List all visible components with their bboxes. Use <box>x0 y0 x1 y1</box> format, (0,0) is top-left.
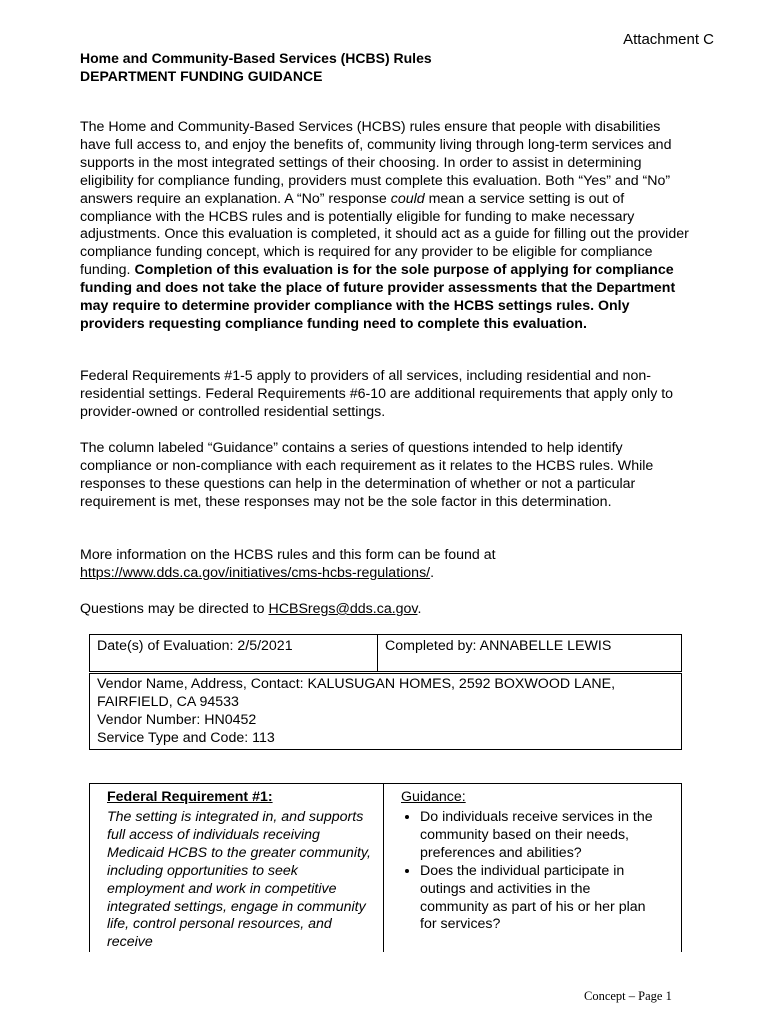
email-link[interactable]: HCBSregs@dds.ca.gov <box>268 601 418 617</box>
questions-period: . <box>417 601 422 617</box>
document-header <box>80 49 432 85</box>
hcbs-regulations-link[interactable]: https://www.dds.ca.gov/initiatives/cms-hcbs-regulations/ <box>80 564 431 581</box>
guidance-cell <box>384 784 681 952</box>
requirement-title: Federal Requirement #1: <box>107 789 273 805</box>
vendor-number: Vendor Number: HN0452 <box>97 711 257 728</box>
intro-bold: Completion of this evaluation is for the sole purpose of applying for compliance funding and does not take the place of future provider assessments that the Department may require to determine provider compliance with the HCBS settings rules. Only providers requesting compliance funding need to complete this evaluation. <box>80 262 676 332</box>
service-type: Service Type and Code: 113 <box>97 729 275 746</box>
guidance-list <box>401 809 660 934</box>
header-subtitle: DEPARTMENT FUNDING GUIDANCE <box>80 68 323 84</box>
attachment-label: Attachment C <box>623 31 714 48</box>
guidance-title: Guidance: <box>401 789 466 805</box>
guidance-item: • Does the individual participate in outings and activities in the community as part of his or her plan for services? <box>420 863 660 935</box>
intro-paragraph <box>80 119 690 334</box>
requirement-text: The setting is integrated in, and supports full access of individuals receiving Medicaid HCBS to the greater community, including opportunities to seek employment and work in competitive integrated settings, engage in community life, control personal resources, and receive <box>107 809 371 951</box>
evaluation-date: Date(s) of Evaluation: 2/5/2021 <box>97 638 293 654</box>
guidance-item: • Do individuals receive services in the community based on their needs, preferences and abilities? <box>420 809 660 863</box>
completed-by-cell <box>378 635 681 671</box>
more-info-period: . <box>430 564 435 581</box>
vendor-name: Vendor Name, Address, Contact: KALUSUGAN HOMES, 2592 BOXWOOD LANE, FAIRFIELD, CA 94533 <box>97 676 616 710</box>
more-info-paragraph <box>80 547 690 583</box>
page-footer: Concept – Page 1 <box>584 989 672 1003</box>
more-info-text: More information on the HCBS rules and this form can be found at <box>80 547 496 563</box>
intro-text-a: The Home and Community-Based Services (HCBS) rules ensure that people with disabilities have full access to, and enjoy the benefits of, community living through long-term services and supports in the most integrated settings of their choosing. In order to assist in determining eligibility for compliance funding, providers must complete this evaluation. Both “Yes” and “No” answers require an explanation. A “No” response <box>80 119 672 207</box>
intro-italic: could <box>390 190 425 207</box>
evaluation-date-cell <box>90 635 378 671</box>
guidance-paragraph: The column labeled “Guidance” contains a series of questions intended to help identify compliance or non-compliance with each requirement as it relates to the HCBS rules. While responses to these questions can help in the determination of whether or not a particular requirement is met, these responses may not be the sole factor in this determination. <box>80 440 654 510</box>
requirement-table <box>89 783 682 952</box>
federal-requirements-paragraph: Federal Requirements #1-5 apply to providers of all services, including residential and non-residential settings. Federal Requirements #6-10 are additional requirements that apply only to provider-owned or controlled residential settings. <box>80 368 674 420</box>
intro-text-b: mean a service setting is out of compliance with the HCBS rules and is potentially eligible for funding to make necessary adjustments. Once this evaluation is completed, it should act as a guide for filling out the provider compliance funding concept, which is required for any provider to be eligible for compliance funding. <box>80 190 689 279</box>
header-title: Home and Community-Based Services (HCBS) Rules <box>80 50 432 66</box>
requirement-cell <box>90 784 384 952</box>
evaluation-table <box>89 634 682 672</box>
completed-by: Completed by: ANNABELLE LEWIS <box>385 638 612 654</box>
questions-text: Questions may be directed to <box>80 601 269 617</box>
vendor-table <box>89 673 682 750</box>
questions-paragraph <box>80 601 690 619</box>
